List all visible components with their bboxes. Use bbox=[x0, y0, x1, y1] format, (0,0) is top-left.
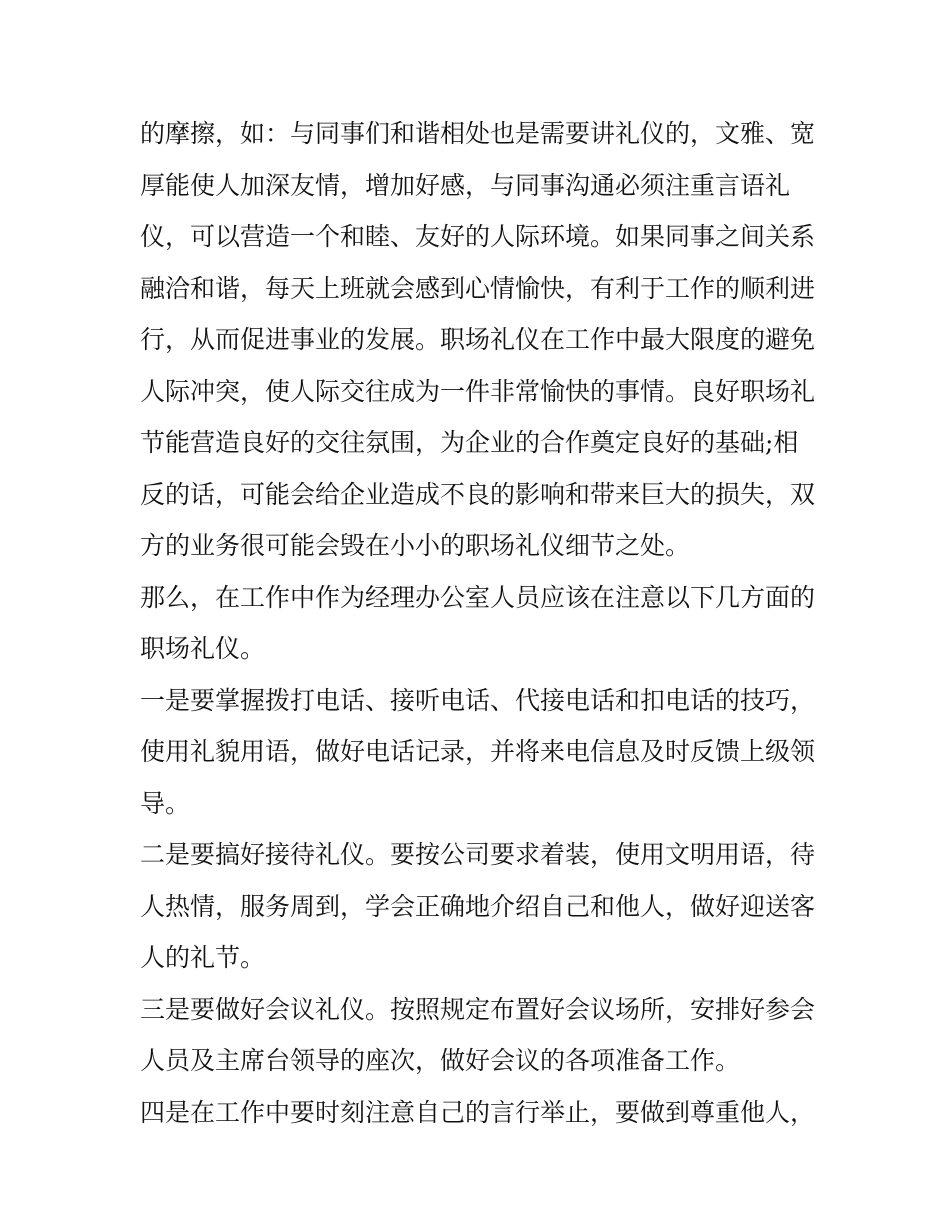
text-line: 四是在工作中要时刻注意自己的言行举止，要做到尊重他人， bbox=[140, 1097, 816, 1127]
text-line: 职场礼仪。 bbox=[140, 634, 266, 663]
text-line: 仪，可以营造一个和睦、友好的人际环境。如果同事之间关系 bbox=[140, 222, 816, 251]
text-line: 人的礼节。 bbox=[140, 943, 266, 972]
text-line: 反的话，可能会给企业造成不良的影响和带来巨大的损失，双 bbox=[140, 479, 816, 509]
text-line: 导。 bbox=[140, 788, 191, 818]
text-line: 行，从而促进事业的发展。职场礼仪在工作中最大限度的避免 bbox=[140, 325, 816, 354]
text-line: 一是要掌握拨打电话、接听电话、代接电话和扣电话的技巧， bbox=[140, 685, 816, 715]
text-line: 厚能使人加深友情，增加好感，与同事沟通必须注重言语礼 bbox=[140, 170, 791, 200]
text-line: 人员及主席台领导的座次，做好会议的各项准备工作。 bbox=[140, 1046, 741, 1075]
text-line: 方的业务很可能会毁在小小的职场礼仪细节之处。 bbox=[140, 531, 691, 560]
text-line: 那么，在工作中作为经理办公室人员应该在注意以下几方面的 bbox=[140, 582, 816, 612]
text-line: 融洽和谐，每天上班就会感到心情愉快，有利于工作的顺利进 bbox=[140, 273, 816, 303]
text-line: 人热情，服务周到，学会正确地介绍自己和他人，做好迎送客 bbox=[140, 891, 816, 921]
text-line: 使用礼貌用语，做好电话记录，并将来电信息及时反馈上级领 bbox=[140, 737, 816, 766]
text-line: 人际冲突，使人际交往成为一件非常愉快的事情。良好职场礼 bbox=[140, 376, 816, 406]
text-line: 节能营造良好的交往氛围，为企业的合作奠定良好的基础;相 bbox=[140, 428, 799, 457]
text-line: 三是要做好会议礼仪。按照规定布置好会议场所，安排好参会 bbox=[140, 994, 816, 1024]
text-line: 的摩擦，如：与同事们和谐相处也是需要讲礼仪的，文雅、宽 bbox=[140, 119, 816, 148]
document-body bbox=[140, 108, 820, 1138]
text-line: 二是要搞好接待礼仪。要按公司要求着装，使用文明用语，待 bbox=[140, 840, 816, 869]
